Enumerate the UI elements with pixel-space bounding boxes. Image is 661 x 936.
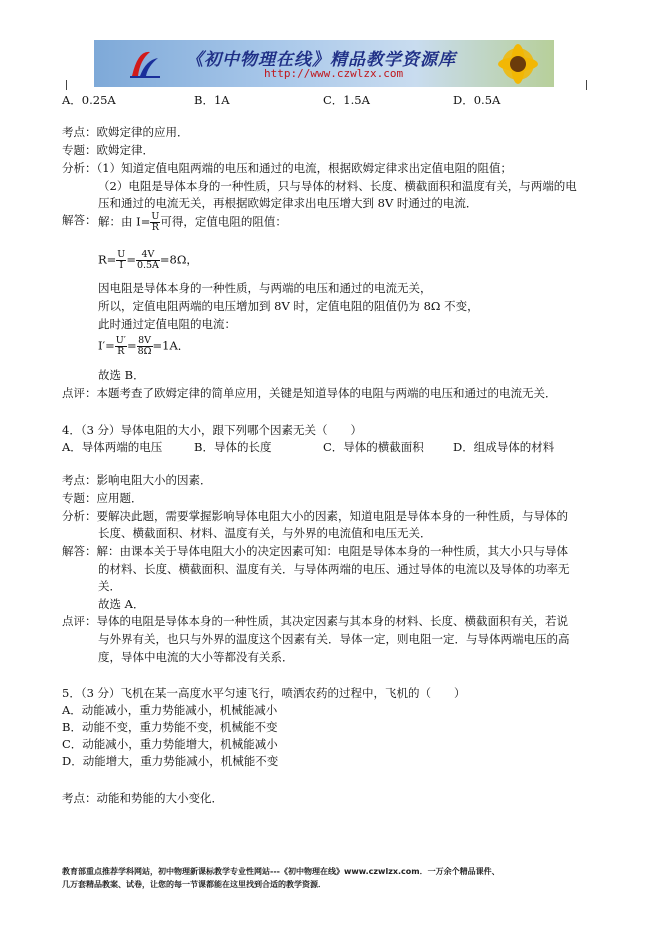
q4-jieda-1: 解答：解：由课本关于导体电阻大小的决定因素可知：电阻是导体本身的一种性质，其大小只与导体 bbox=[62, 544, 568, 558]
q3-jieda-4: 所以，定值电阻两端的电压增加到 8V 时，定值电阻的阻值仍为 8Ω 不变， bbox=[98, 299, 479, 313]
q5-option-d: D．动能增大，重力势能减小，机械能不变 bbox=[62, 754, 279, 768]
q3-resistance-formula: R= $\frac{U}{I}$ = $\frac{4V}{0.5A}$ =8Ω， bbox=[98, 249, 198, 271]
q4-option-a: A．导体两端的电压 bbox=[62, 440, 163, 454]
q4-fenxi-2: 长度、横截面积、材料、温度有关，与外界的电流值和电压无关． bbox=[98, 526, 432, 540]
fraction-8v-8ohm: $\frac{8V}{8\Omega}$ bbox=[137, 335, 152, 357]
banner-title: 《初中物理在线》精品教学资源库 bbox=[186, 50, 456, 70]
q3-option-d: D．0.5A bbox=[453, 93, 501, 107]
fraction-u-i: $\frac{U}{I}$ bbox=[117, 249, 126, 271]
q3-option-a: A．0.25A bbox=[62, 93, 116, 107]
footer-line-2: 几万套精品教案、试卷，让您的每一节课都能在这里找到合适的教学资源． bbox=[62, 880, 326, 889]
q4-gu: 故选 A． bbox=[98, 597, 145, 611]
footer-line-1: 教育部重点推荐学科网站，初中物理新课标教学专业性网站---《初中物理在线》www.czwlzx.com．一万余个精品课件、 bbox=[62, 867, 500, 876]
q3-option-b: B．1A bbox=[194, 93, 230, 107]
q4-fenxi-1: 分析：要解决此题，需要掌握影响导体电阻大小的因素，知道电阻是导体本身的一种性质，与导体的 bbox=[62, 509, 568, 523]
sunflower-icon bbox=[488, 42, 548, 86]
crop-mark-left bbox=[60, 80, 67, 90]
q3-option-c: C．1.5A bbox=[323, 93, 370, 107]
q3-zhuanti: 专题：欧姆定律． bbox=[62, 143, 154, 157]
ohm-law-fraction: $\frac{U}{R}$ bbox=[151, 211, 160, 233]
fraction-4v-05a: $\frac{4V}{0.5A}$ bbox=[136, 249, 159, 271]
q3-current-formula: I′= $\frac{U'}{R}$ = $\frac{8V}{8\Omega}$ =1A． bbox=[98, 335, 190, 357]
q4-dianping-3: 度，导体中电流的大小等都没有关系． bbox=[98, 650, 294, 664]
q3-fenxi-2: （2）电阻是导体本身的一种性质，只与导体的材料、长度、横截面积和温度有关，与两端的电 bbox=[98, 179, 577, 193]
q3-jieda-label: 解答： bbox=[62, 213, 97, 227]
q3-fenxi-3: 压和通过的电流无关，再根据欧姆定律求出电压增大到 8V 时通过的电流． bbox=[98, 196, 478, 210]
q4-dianping-1: 点评：导体的电阻是导体本身的一种性质，其决定因素与其本身的材料、长度、横截面积有关，若说 bbox=[62, 614, 568, 628]
q4-jieda-2: 的材料、长度、横截面积、温度有关．与导体两端的电压、通过导体的电流以及导体的功率无 bbox=[98, 562, 570, 576]
crop-mark-right bbox=[586, 80, 593, 90]
q5-option-a: A．动能减小，重力势能减小，机械能减小 bbox=[62, 703, 278, 717]
q3-kaodian: 考点：欧姆定律的应用． bbox=[62, 125, 189, 139]
q3-fenxi-1: 分析：（1）知道定值电阻两端的电压和通过的电流，根据欧姆定律求出定值电阻的阻值； bbox=[62, 161, 513, 175]
q3-dianping: 点评：本题考查了欧姆定律的简单应用，关键是知道导体的电阻与两端的电压和通过的电流无关． bbox=[62, 386, 557, 400]
q5-option-b: B．动能不变，重力势能不变，机械能不变 bbox=[62, 720, 278, 734]
q5-kaodian: 考点：动能和势能的大小变化． bbox=[62, 791, 223, 805]
q4-jieda-3: 关． bbox=[98, 579, 121, 593]
q5-option-c: C．动能减小，重力势能增大，机械能减小 bbox=[62, 737, 278, 751]
q4-kaodian: 考点：影响电阻大小的因素． bbox=[62, 473, 212, 487]
fraction-u-prime-r: $\frac{U'}{R}$ bbox=[115, 335, 126, 357]
q4-option-d: D．组成导体的材料 bbox=[453, 440, 555, 454]
q3-jieda-line-1 bbox=[98, 212, 287, 233]
banner-url[interactable]: http://www.czwlzx.com bbox=[264, 67, 404, 80]
q4-stem: 4．（3 分）导体电阻的大小，跟下列哪个因素无关（ ） bbox=[62, 423, 363, 437]
q3-gu: 故选 B． bbox=[98, 368, 145, 382]
q5-stem: 5．（3 分）飞机在某一高度水平匀速飞行，喷洒农药的过程中，飞机的（ ） bbox=[62, 686, 466, 700]
logo-icon bbox=[128, 46, 162, 80]
q3-jieda-1b: 可得，定值电阻的阻值： bbox=[160, 214, 287, 229]
q4-option-b: B．导体的长度 bbox=[194, 440, 272, 454]
q4-zhuanti: 专题：应用题． bbox=[62, 491, 143, 505]
q3-jieda-3: 因电阻是导体本身的一种性质，与两端的电压和通过的电流无关， bbox=[98, 281, 432, 295]
q3-jieda-1a: 解：由 I= bbox=[98, 214, 151, 229]
q3-jieda-5: 此时通过定值电阻的电流： bbox=[98, 317, 236, 331]
header-banner bbox=[94, 40, 554, 87]
q4-option-c: C．导体的横截面积 bbox=[323, 440, 424, 454]
q4-dianping-2: 与外界有关，也只与外界的温度这个因素有关．导体一定，则电阻一定．与导体两端电压的高 bbox=[98, 632, 570, 646]
